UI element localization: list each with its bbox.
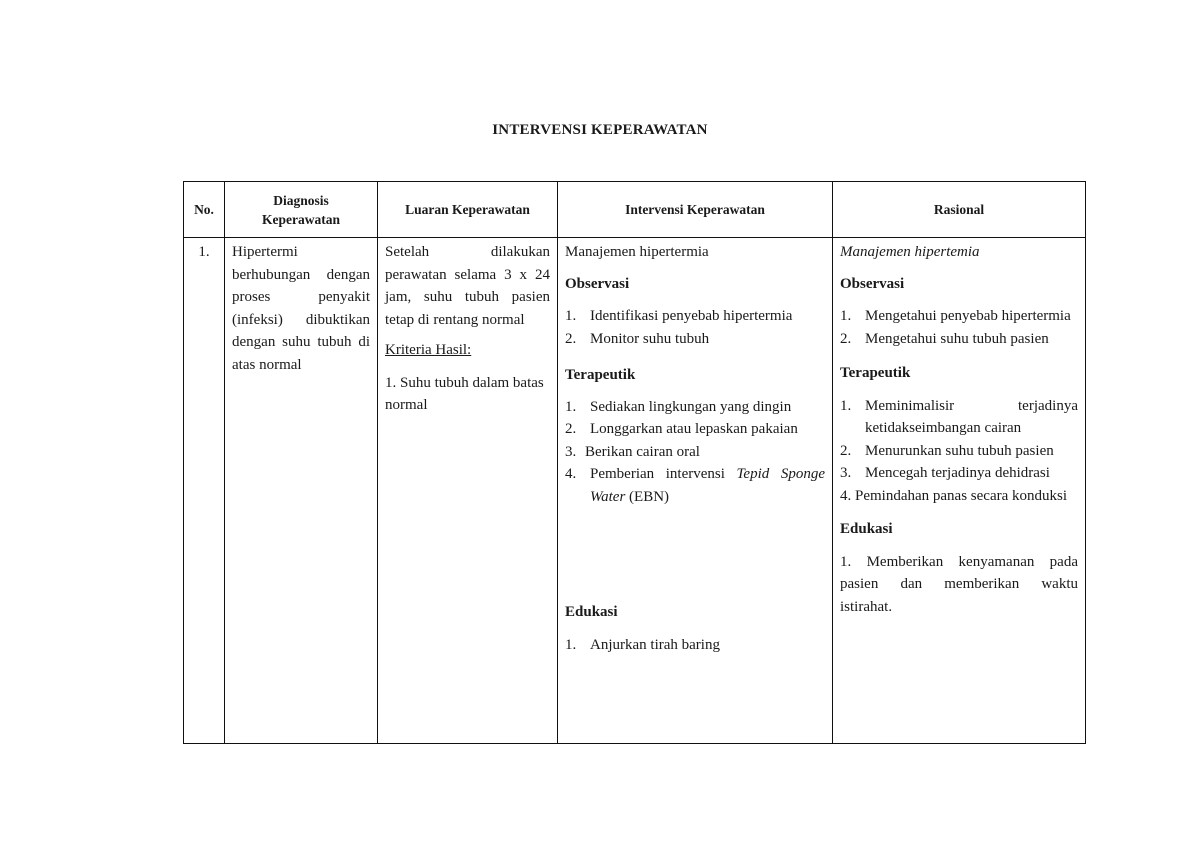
list-item: 1. Identifikasi penyebab hipertermia (565, 308, 793, 324)
list-item: 3. Mencegah terjadinya dehidrasi (840, 465, 1050, 481)
intervensi-observasi-list (565, 305, 825, 350)
intervensi-terapeutik-title: Terapeutik (565, 367, 636, 383)
list-item: 1. Mengetahui penyebab hipertermia (840, 308, 1071, 324)
list-item: 4. Pemberian intervensi Tepid Sponge Water (EBN) (565, 466, 826, 505)
cell-diagnosis: Hipertermi berhubungan dengan proses penyakit (infeksi) dibuktikan dengan suhu tubuh di atas normal (225, 238, 378, 744)
criteria-label: Kriteria Hasil: (385, 342, 472, 358)
list-item: 1. Anjurkan tirah baring (565, 636, 720, 653)
rasional-terapeutik-title: Terapeutik (840, 365, 911, 381)
table-row (184, 238, 1086, 744)
page-title: INTERVENSI KEPERAWATAN (492, 122, 708, 138)
rasional-terapeutik-list (840, 395, 1078, 485)
list-item: 1. Meminimalisir terjadinya ketidakseimbangan cairan (840, 397, 1078, 436)
list-item: 1. Sediakan lingkungan yang dingin (565, 398, 792, 415)
list-item: 2. Menurunkan suhu tubuh pasien (840, 442, 1054, 459)
rasional-observasi-title: Observasi (840, 275, 905, 292)
header-intervensi: Intervensi Keperawatan (558, 182, 833, 238)
rasional-edukasi-title: Edukasi (840, 521, 893, 537)
table-header-row (184, 182, 1086, 238)
intervensi-edukasi-list (565, 634, 825, 657)
cell-intervensi (558, 238, 833, 744)
header-no: No. (184, 182, 225, 238)
rasional-observasi-list (840, 305, 1078, 350)
rasional-edukasi-text: 1. Memberikan kenyamanan pada pasien dan memberikan waktu istirahat. (840, 553, 1078, 615)
header-rasional: Rasional (833, 182, 1086, 238)
list-item: 2. Monitor suhu tubuh (565, 330, 710, 347)
rasional-heading: Manajemen hipertemia (840, 244, 980, 260)
criteria-item: 1. Suhu tubuh dalam batas normal (385, 374, 544, 413)
intervensi-terapeutik-list (565, 396, 825, 509)
intervensi-observasi-title: Observasi (565, 275, 630, 292)
intervensi-edukasi-title: Edukasi (565, 604, 618, 620)
luaran-intro: Setelah dilakukan perawatan selama 3 x 24 jam, suhu tubuh pasien tetap di rentang normal (385, 244, 550, 328)
list-item: 2. Longgarkan atau lepaskan pakaian (565, 421, 798, 437)
intervensi-heading: Manajemen hipertermia (565, 244, 709, 260)
list-item: 3. Berikan cairan oral (565, 443, 700, 460)
rasional-terapeutik-item-4: 4. Pemindahan panas secara konduksi (840, 487, 1068, 504)
cell-rasional (833, 238, 1086, 744)
header-luaran: Luaran Keperawatan (378, 182, 558, 238)
nursing-intervention-table (183, 181, 1086, 744)
header-diagnosis: Diagnosis Keperawatan (225, 182, 378, 238)
cell-no: 1. (184, 238, 225, 744)
cell-luaran (378, 238, 558, 744)
list-item: 2. Mengetahui suhu tubuh pasien (840, 330, 1049, 347)
